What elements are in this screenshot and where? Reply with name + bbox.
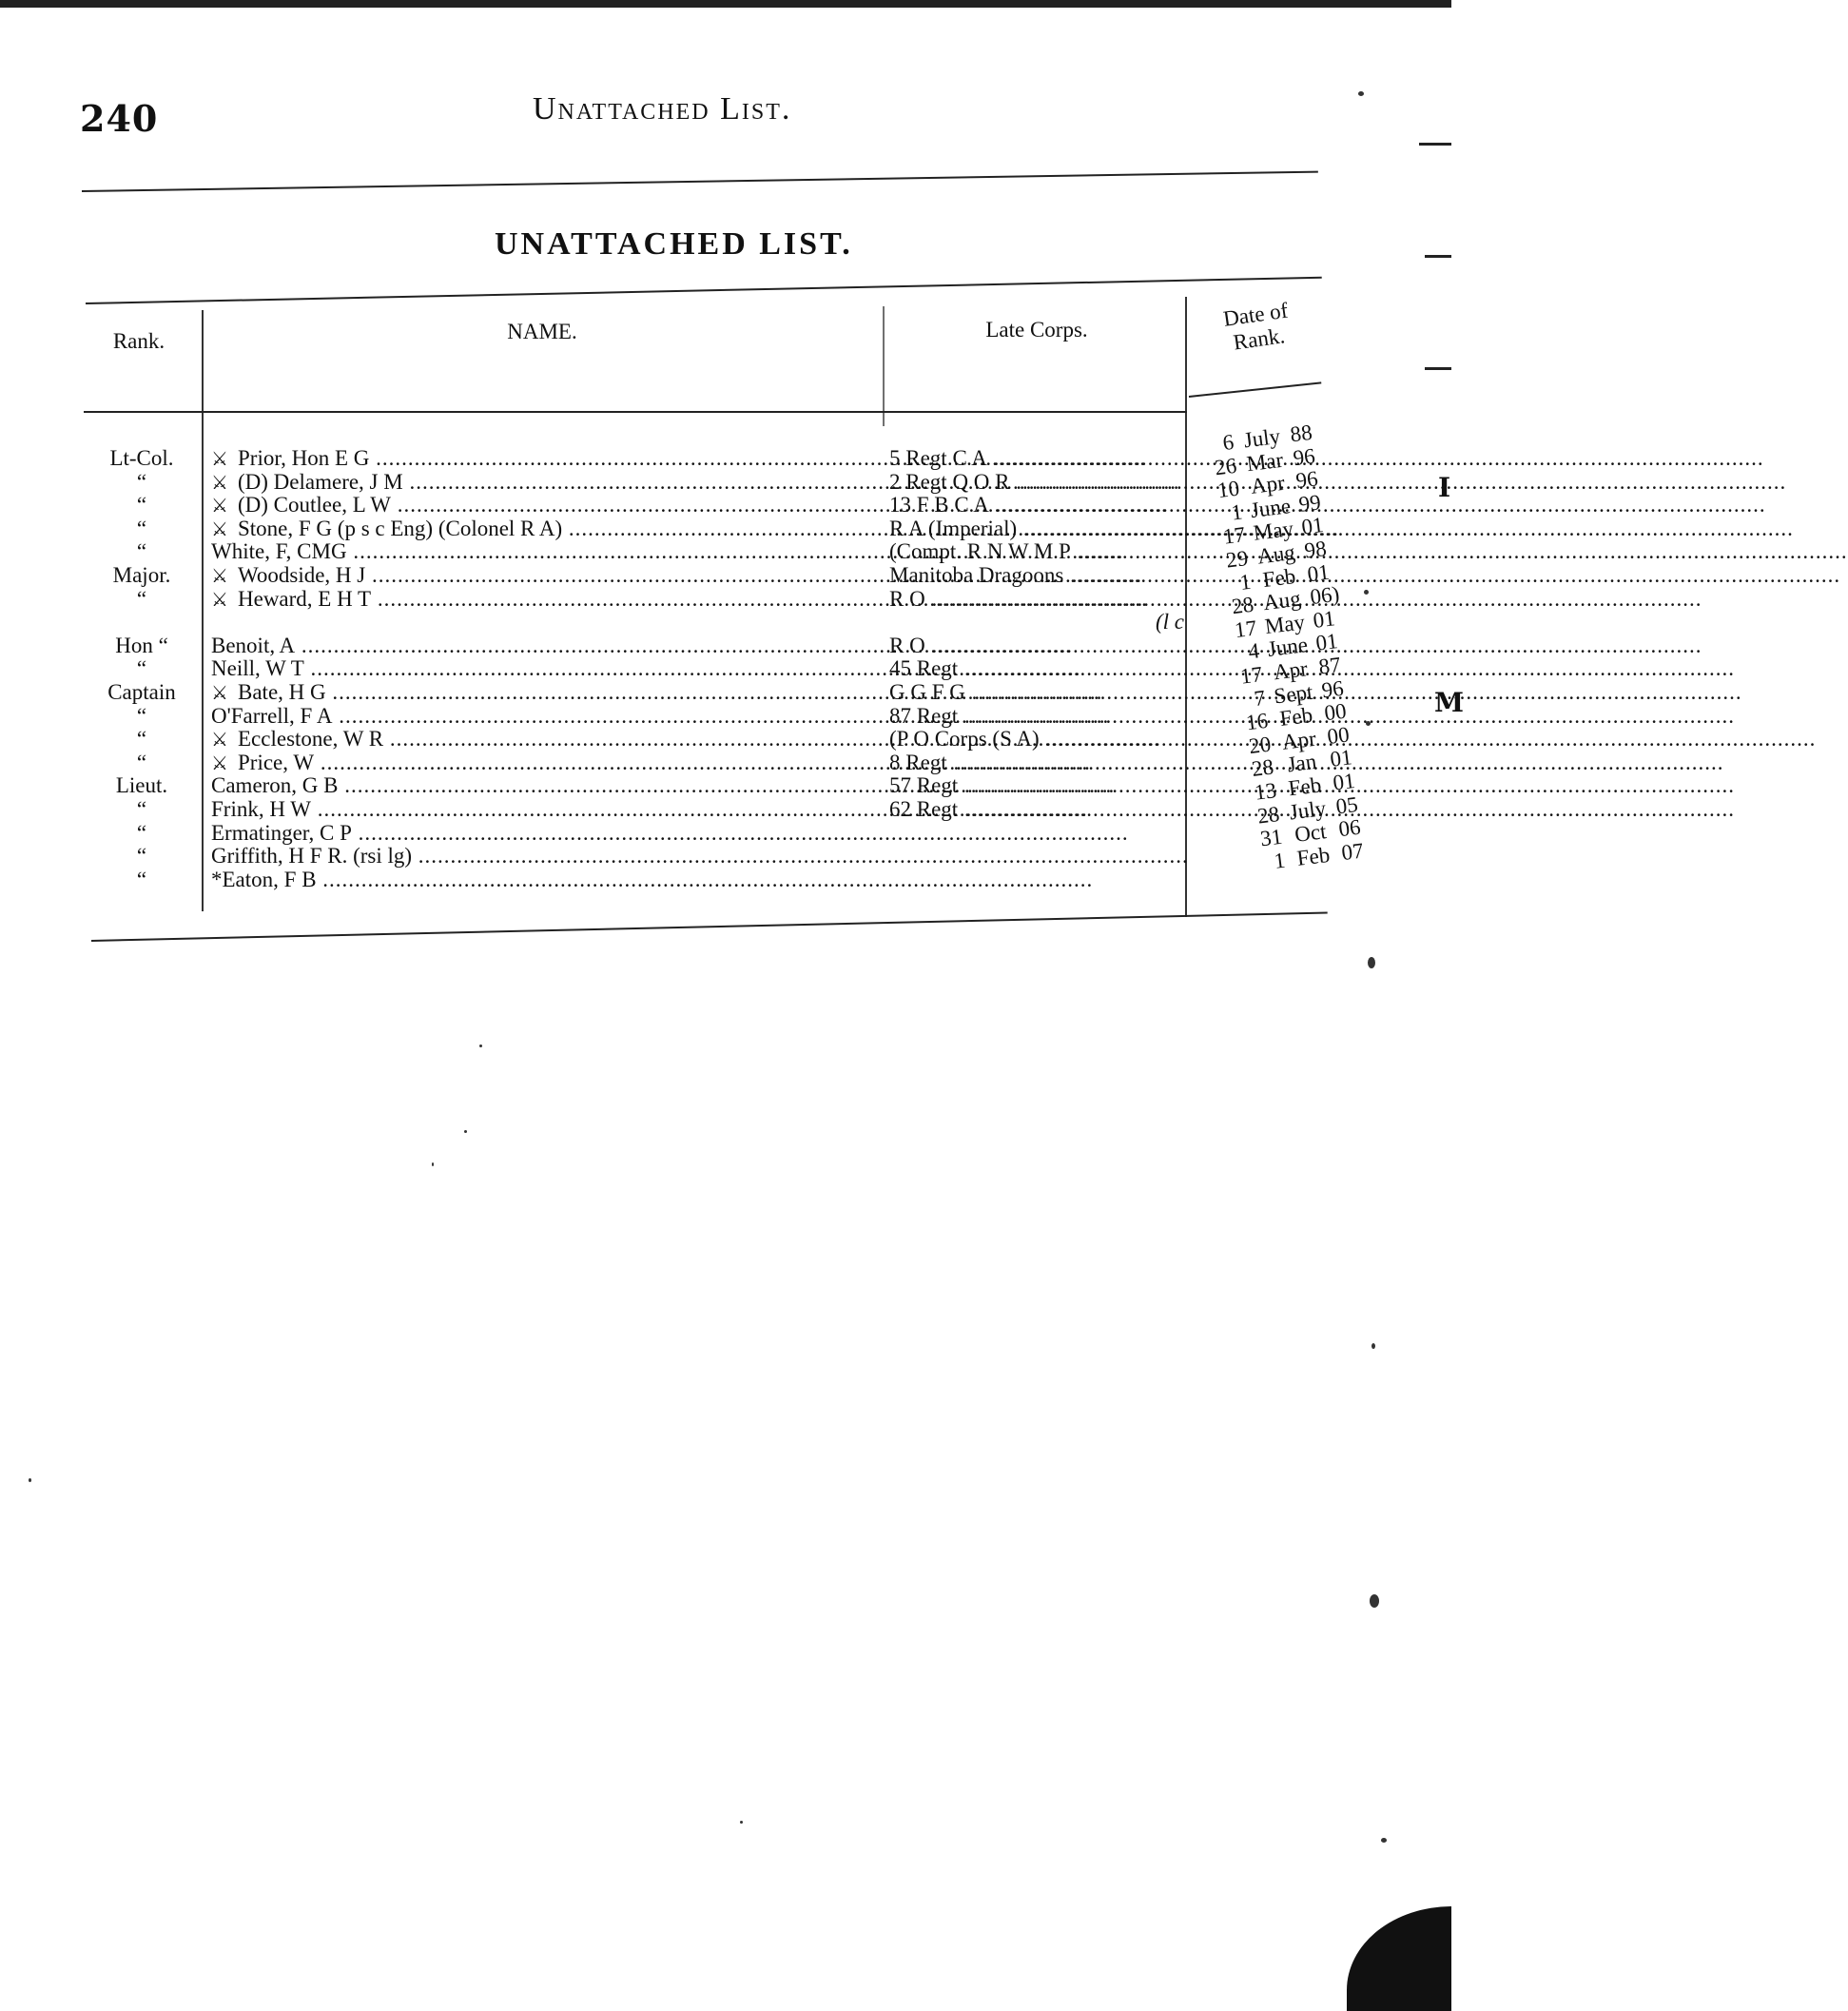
name-text: Woodside, H J ..... [238, 563, 1142, 587]
date-day: 26 [1213, 453, 1238, 479]
corps-cell [889, 752, 1184, 775]
speck [29, 1478, 31, 1482]
corps-text: R O ..... [889, 634, 1702, 657]
page-top-edge [0, 0, 1451, 8]
name-text: Bate, H G ..... [238, 680, 1102, 704]
rank-cell: “ [136, 750, 147, 774]
name-cell [211, 635, 886, 658]
margin-tick [1425, 367, 1451, 370]
date-header-rule [1189, 381, 1321, 398]
date-year: 01 [1314, 629, 1339, 656]
date-day: 28 [1255, 801, 1281, 829]
corps-cell [889, 447, 1184, 471]
header-date [1197, 295, 1317, 360]
speck [479, 1045, 482, 1047]
margin-tick [1419, 143, 1451, 146]
name-cell [211, 540, 886, 564]
table-top-rule [86, 277, 1322, 304]
date-month: Apr [1272, 656, 1310, 685]
corps-cell [889, 611, 1184, 635]
header-rank: Rank. [112, 329, 165, 353]
corps-text: 8 Regt ..... [889, 751, 1723, 774]
rank-cell: “ [136, 703, 147, 728]
rank-cell: “ [136, 727, 147, 752]
name-cell [211, 447, 886, 471]
name-text: Griffith, H F R. (rsi lg) ..... [211, 844, 1189, 868]
date-year: 96 [1294, 466, 1319, 494]
crossed-swords-icon: ⚔ [211, 752, 228, 774]
header-date-line1: Date of [1221, 298, 1290, 331]
date-month: June [1266, 633, 1310, 662]
date-month: July [1242, 423, 1282, 453]
date-day: 7 [1253, 685, 1267, 711]
date-day: 17 [1238, 661, 1264, 689]
rank-cell: “ [136, 820, 147, 845]
name-cell [211, 517, 886, 541]
corps-text: 2 Regt Q O R ..... [889, 470, 1786, 494]
name-text: O'Farrell, F A ..... [211, 704, 1109, 728]
rank-cell: “ [136, 586, 147, 611]
name-text: Benoit, A ..... [211, 634, 1072, 657]
name-text: Prior, Hon E G ..... [238, 446, 1146, 470]
corps-cell [889, 540, 1184, 564]
date-month: May [1252, 517, 1295, 546]
date-year: 00 [1326, 722, 1351, 749]
name-text: *Eaton, F B ..... [211, 868, 1093, 891]
corps-text: 13 F B C A ..... [889, 493, 1766, 517]
rank-cell: “ [136, 867, 147, 891]
name-text: White, F, CMG ..... [211, 539, 1123, 563]
date-month: May [1263, 609, 1307, 638]
date-day: 10 [1216, 476, 1241, 503]
crossed-swords-icon: ⚔ [211, 589, 228, 611]
date-year: 96 [1292, 443, 1316, 470]
date-day: 31 [1258, 824, 1284, 851]
date-day: 6 [1221, 429, 1235, 456]
corps-cell [889, 635, 1184, 658]
corps-text: G G F G ..... [889, 680, 1742, 704]
name-cell [211, 494, 886, 517]
date-day: 1 [1238, 569, 1253, 595]
name-cell [211, 611, 886, 635]
corps-cell [889, 705, 1184, 729]
date-day: 29 [1224, 545, 1250, 573]
name-cell [211, 822, 886, 846]
date-year: 99 [1297, 490, 1322, 517]
name-text: Cameron, G B ..... [211, 773, 1115, 797]
corps-text: 45 Regt ..... [889, 656, 1735, 680]
speck [740, 1821, 743, 1824]
date-day: 1 [1273, 848, 1287, 873]
date-month: Aug [1255, 539, 1297, 569]
name-text: Stone, F G (p s c Eng) (Colonel R A) ..... [238, 517, 1339, 540]
date-day: 28 [1230, 592, 1255, 619]
rank-cell: “ [136, 656, 147, 681]
date-year: 06 [1337, 814, 1362, 842]
name-cell [211, 471, 886, 495]
date-month: Feb [1278, 703, 1314, 732]
date-day: 17 [1233, 615, 1258, 642]
corps-text: Manitoba Dragoons ..... [889, 563, 1840, 587]
name-cell [211, 657, 886, 681]
date-year: 05 [1334, 791, 1359, 818]
margin-mark-1: I [1438, 472, 1451, 503]
speck [464, 1130, 467, 1133]
speck [1358, 91, 1364, 96]
name-cell [211, 845, 886, 869]
date-day: 28 [1250, 754, 1275, 782]
rank-cell: Major. [112, 562, 171, 587]
corps-text: 57 Regt ..... [889, 773, 1735, 797]
corps-cell [889, 845, 1184, 869]
date-month: Feb [1287, 772, 1323, 801]
date-month: Sept [1273, 679, 1314, 709]
corps-text: 5 Regt C A ..... [889, 446, 1764, 470]
rank-cell: “ [136, 469, 147, 494]
date-year: 01 [1329, 745, 1353, 772]
rank-cell [80, 611, 204, 635]
corps-text: 87 Regt ..... [889, 704, 1735, 728]
date-month: Mar [1245, 447, 1285, 476]
date-month: Jan [1286, 750, 1318, 777]
name-text: Neill, W T ..... [211, 656, 1081, 680]
table-title: UNATTACHED LIST. [495, 226, 853, 262]
name-cell [211, 798, 886, 822]
date-day: 1 [1230, 499, 1244, 525]
corps-cell [889, 728, 1184, 752]
header-rule [82, 171, 1318, 192]
crossed-swords-icon: ⚔ [211, 565, 228, 587]
rank-cell: Lt-Col. [109, 446, 174, 470]
running-head: Unattached List. [533, 91, 792, 127]
date-year: 01 [1332, 768, 1356, 795]
speck [1366, 721, 1371, 726]
date-month: July [1288, 795, 1328, 824]
name-text: Frink, H W ..... [211, 797, 1088, 821]
corps-cell [889, 681, 1184, 705]
name-text: (D) Delamere, J M ..... [238, 470, 1179, 494]
column-divider-name [883, 306, 885, 426]
header-name: NAME. [507, 320, 577, 343]
corps-cell [889, 588, 1184, 612]
crossed-swords-icon: ⚔ [211, 518, 228, 540]
date-month: Feb [1295, 842, 1332, 870]
name-text: Heward, E H T ..... [238, 587, 1148, 611]
corps-cell [889, 471, 1184, 495]
name-text: Ecclestone, W R ..... [238, 727, 1160, 751]
name-cell [211, 705, 886, 729]
date-month: Aug [1261, 586, 1303, 615]
name-cell [211, 869, 886, 892]
speck [1364, 590, 1369, 595]
speck [1368, 957, 1375, 968]
corps-column [889, 447, 1184, 891]
name-cell [211, 774, 886, 798]
corps-cell [889, 517, 1184, 541]
date-month: Apr [1249, 470, 1287, 499]
corner-blot [1347, 1906, 1451, 2011]
date-day: 4 [1247, 638, 1261, 664]
date-year: 06) [1309, 581, 1341, 610]
corps-text: (l c [1155, 610, 1184, 635]
name-cell [211, 588, 886, 612]
rank-cell: “ [136, 539, 147, 564]
date-year: 88 [1289, 420, 1313, 447]
crossed-swords-icon: ⚔ [211, 472, 228, 494]
date-day: 20 [1247, 732, 1273, 758]
name-text: (D) Coutlee, L W ..... [238, 493, 1168, 517]
header-corps: Late Corps. [985, 318, 1088, 342]
corps-text: (Compt. R N W M P ..... [889, 539, 1848, 563]
margin-mark-2: M [1434, 687, 1464, 718]
date-year: 87 [1317, 652, 1342, 679]
date-month: Apr [1280, 726, 1318, 754]
corps-text: R A (Imperial) ..... [889, 517, 1794, 540]
header-date-line2: Rank. [1232, 323, 1287, 355]
name-text: Ermatinger, C P ..... [211, 821, 1129, 845]
corps-cell [889, 657, 1184, 681]
corps-text: R O ..... [889, 587, 1702, 611]
date-year: 01 [1300, 513, 1325, 540]
date-year: 07 [1340, 838, 1365, 865]
name-column [211, 447, 886, 891]
date-day: 13 [1253, 778, 1278, 805]
name-cell [211, 752, 886, 775]
corps-cell [889, 494, 1184, 517]
speck [1371, 1343, 1375, 1349]
speck [1370, 1594, 1379, 1608]
corps-cell [889, 798, 1184, 822]
corps-cell [889, 564, 1184, 588]
speck [1381, 1838, 1387, 1843]
date-month: June [1249, 493, 1293, 522]
name-cell [211, 728, 886, 752]
crossed-swords-icon: ⚔ [211, 682, 228, 704]
header-bottom-rule [84, 411, 1187, 413]
corps-text: 62 Regt ..... [889, 797, 1735, 821]
name-cell [211, 564, 886, 588]
rank-cell: Captain [107, 679, 176, 704]
rank-cell: Hon “ [115, 633, 168, 657]
date-day: 16 [1244, 708, 1270, 735]
margin-tick [1425, 255, 1451, 258]
date-year: 98 [1303, 536, 1328, 563]
rank-cell: “ [136, 796, 147, 821]
crossed-swords-icon: ⚔ [211, 730, 228, 752]
crossed-swords-icon: ⚔ [211, 449, 228, 470]
date-year: 96 [1320, 675, 1345, 702]
rank-cell: “ [136, 493, 147, 517]
rank-cell: “ [136, 844, 147, 869]
rank-cell: Lieut. [115, 773, 168, 798]
date-month: Feb [1261, 563, 1297, 592]
name-text: Price, W ..... [238, 751, 1091, 774]
speck [432, 1162, 434, 1166]
rank-cell: “ [136, 516, 147, 540]
date-year: 01 [1312, 606, 1336, 633]
corps-cell [889, 869, 1184, 892]
date-day: 17 [1221, 522, 1247, 550]
name-cell [211, 681, 886, 705]
date-month: Oct [1293, 819, 1328, 848]
crossed-swords-icon: ⚔ [211, 496, 228, 517]
page-number: 240 [80, 97, 159, 140]
table-bottom-rule [91, 912, 1328, 942]
corps-text: (P O Corps (S A) ..... [889, 727, 1816, 751]
date-year: 01 [1306, 559, 1331, 586]
corps-cell [889, 822, 1184, 846]
corps-cell [889, 774, 1184, 798]
rank-column [80, 447, 204, 891]
date-year: 00 [1323, 698, 1348, 726]
